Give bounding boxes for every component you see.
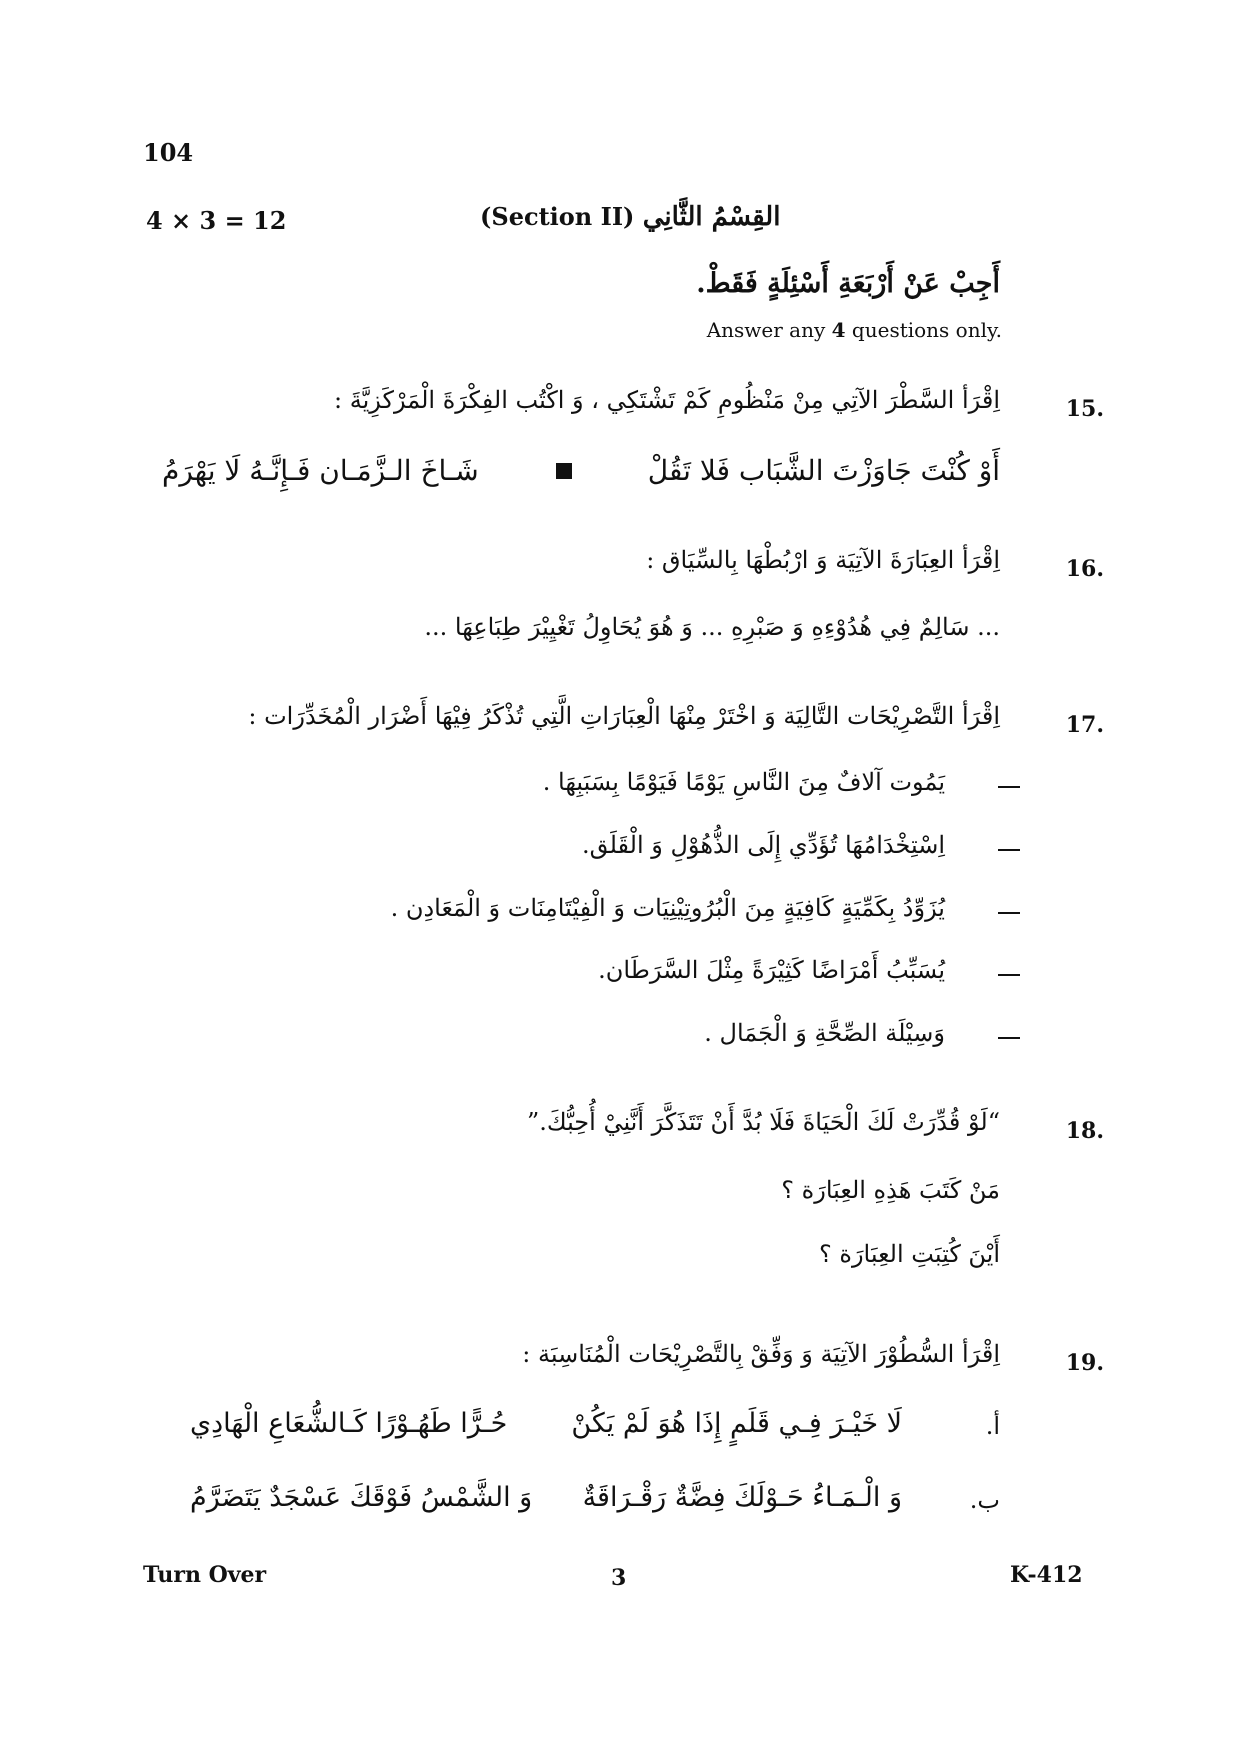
question-15-verse-second: شَـاخَ الـزَّمَـان فَـإِنَّـهُ لَا يَهْرَمُ bbox=[162, 454, 479, 487]
dash-bullet-icon bbox=[998, 1037, 1020, 1039]
turn-over-label: Turn Over bbox=[143, 1562, 267, 1588]
instruction-english-count: 4 bbox=[831, 318, 846, 342]
question-19-text: اِقْرَأ السُّطُوْرَ الآتِيَة وَ وَفِّقْ بِالتَّصْرِيْحَات الْمُنَاسِبَة : bbox=[522, 1340, 1000, 1368]
question-18-number: 18. bbox=[1065, 1118, 1104, 1144]
section-title-ar: القِسْمُ الثَّانِي bbox=[642, 202, 781, 232]
verse-first-half: وَ الْـمَـاءُ حَـوْلَكَ فِضَّةٌ رَقْـرَاقَةٌ bbox=[582, 1482, 902, 1513]
marks-allocation: 4 × 3 = 12 bbox=[146, 206, 287, 235]
dash-bullet-icon bbox=[998, 786, 1020, 788]
section-title-en: (Section II) bbox=[480, 202, 635, 231]
question-15-number: 15. bbox=[1065, 396, 1104, 422]
question-16-text: اِقْرَأ العِبَارَةَ الآتِيَة وَ ارْبُطْهَا بِالسِّيَاق : bbox=[646, 546, 1000, 574]
page-number: 3 bbox=[611, 1565, 627, 1591]
question-17-text: اِقْرَأ التَّصْرِيْحَات التَّالِيَة وَ اخْتَرْ مِنْهَا الْعِبَارَاتِ الَّتِي تُذْكَرُ فِيْهَا أَضْرَار الْمُخَدِّرَات : bbox=[248, 702, 1000, 730]
instruction-arabic: أَجِبْ عَنْ أَرْبَعَةِ أَسْئِلَةٍ فَقَطْ. bbox=[696, 268, 1000, 299]
question-17-number: 17. bbox=[1065, 712, 1104, 738]
question-17-option: وَسِيْلَة الصِّحَّةِ وَ الْجَمَال . bbox=[704, 1019, 945, 1047]
question-17-option: يُسَبِّبُ أَمْرَاضًا كَثِيْرَةً مِثْلَ السَّرَطَان. bbox=[598, 956, 945, 984]
question-18-quote: “لَوْ قُدِّرَتْ لَكَ الْحَيَاةَ فَلَا بُدَّ أَنْ تَتَذَكَّرَ أَنَّنِيْ أُحِبُّكَ.” bbox=[526, 1108, 1000, 1136]
verse-label: أ. bbox=[985, 1412, 1000, 1440]
instruction-english-suffix: questions only. bbox=[845, 318, 1002, 342]
question-16-quote: ... سَالِمٌ فِي هُدُوْءِهِ وَ صَبْرِهِ ... وَ هُوَ يُحَاوِلُ تَغْيِيْرَ طِبَاعِهَا ... bbox=[424, 613, 1000, 641]
question-18-sub-question-2: أَيْنَ كُتِبَتِ العِبَارَة ؟ bbox=[819, 1240, 1000, 1268]
dash-bullet-icon bbox=[998, 912, 1020, 914]
paper-code: K-412 bbox=[1010, 1562, 1083, 1588]
dash-bullet-icon bbox=[998, 849, 1020, 851]
verse-separator-square-icon bbox=[556, 463, 572, 479]
verse-second-half: وَ الشَّمْسُ فَوْقَكَ عَسْجَدٌ يَتَضَرَّمُ bbox=[190, 1482, 533, 1513]
question-16-number: 16. bbox=[1065, 556, 1104, 582]
instruction-english bbox=[707, 318, 1002, 342]
verse-label: ب. bbox=[969, 1486, 1000, 1514]
page-code: 104 bbox=[143, 138, 194, 167]
instruction-english-prefix: Answer any bbox=[706, 318, 832, 342]
question-17-option: يَمُوت آلافٌ مِنَ النَّاسِ يَوْمًا فَيَوْمًا بِسَبَبِهَا . bbox=[542, 768, 945, 796]
question-15-verse-first: أَوْ كُنْتَ جَاوَزْتَ الشَّبَاب فَلا تَقُلْ bbox=[647, 454, 1000, 487]
verse-first-half: لَا خَيْـرَ فِـي قَلَمٍ إِذَا هُوَ لَمْ يَكُنْ bbox=[571, 1408, 902, 1439]
section-title bbox=[480, 202, 780, 232]
question-19-number: 19. bbox=[1065, 1350, 1104, 1376]
question-17-option: يُزَوِّدُ بِكَمِّيَةٍ كَافِيَةٍ مِنَ الْبُرُوتِيْنِيَات وَ الْفِيْتَامِنَات وَ الْمَعَادِن . bbox=[390, 894, 945, 922]
question-15-text: اِقْرَأ السَّطْرَ الآتِي مِنْ مَنْظُومِ كَمْ تَشْتَكِي ، وَ اكْتُب الفِكْرَةَ الْمَرْكَزِيَّةَ : bbox=[334, 386, 1000, 414]
verse-second-half: حُـرًّا طَهُـوْرًا كَـالشُّعَاعِ الْهَادِي bbox=[190, 1408, 508, 1439]
question-18-sub-question-1: مَنْ كَتَبَ هَذِهِ العِبَارَة ؟ bbox=[781, 1176, 1000, 1204]
dash-bullet-icon bbox=[998, 974, 1020, 976]
question-17-option: اِسْتِخْدَامُهَا تُؤَدِّي إِلَى الذُّهُوْلِ وَ الْقَلَق. bbox=[581, 831, 945, 859]
